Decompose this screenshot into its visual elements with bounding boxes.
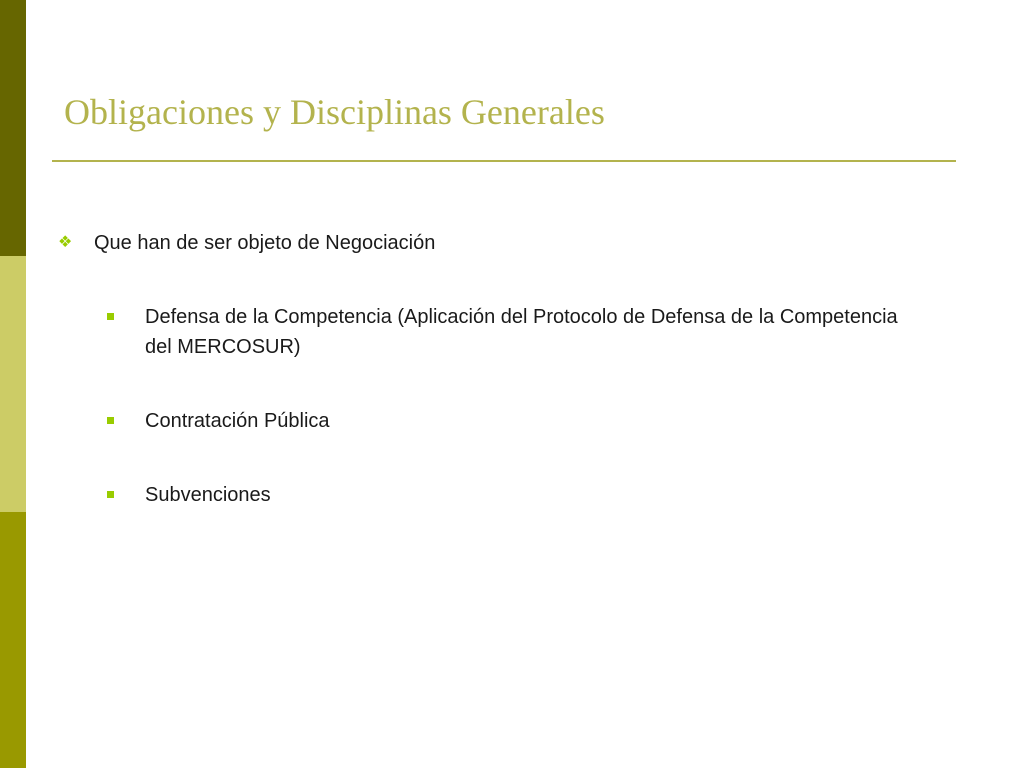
side-band-middle (0, 256, 26, 512)
sub-bullet (104, 302, 904, 362)
sub-bullet-text: Subvenciones (145, 484, 271, 506)
sub-bullet-text: Contratación Pública (145, 410, 330, 432)
sub-bullet-text: Defensa de la Competencia (Aplicación del Protocolo de Defensa de la Competencia del MERCOSUR) (145, 306, 898, 358)
side-band-bottom (0, 512, 26, 768)
title-underline (52, 160, 956, 162)
slide-title: Obligaciones y Disciplinas Generales (64, 92, 605, 132)
square-bullet-icon (104, 480, 145, 510)
sub-bullet (104, 406, 904, 436)
diamond-cluster-icon: ❖ (58, 234, 73, 251)
sub-bullet (104, 480, 904, 510)
square-bullet-icon (104, 302, 145, 332)
main-bullet-text: Que han de ser objeto de Negociación (94, 232, 436, 254)
square-bullet-icon (104, 406, 145, 436)
side-band-top (0, 0, 26, 256)
main-bullet (58, 228, 938, 258)
